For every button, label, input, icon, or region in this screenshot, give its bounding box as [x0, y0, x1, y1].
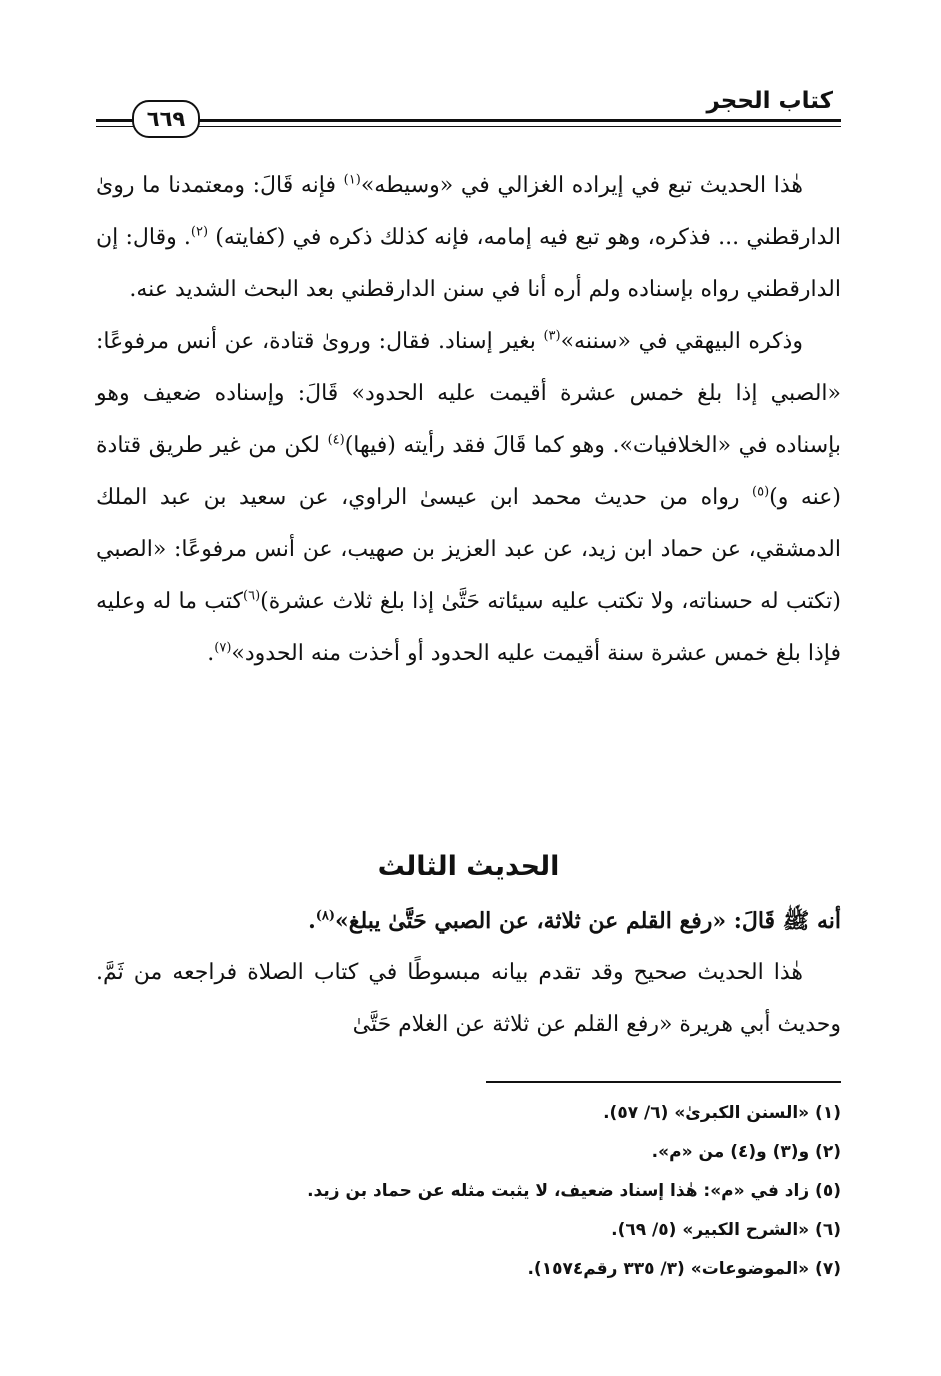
header-rule-thick — [96, 119, 841, 122]
paragraph-2-text-f: . — [207, 641, 215, 666]
hadith-text: أنه ﷺ قَالَ: «رفع القلم عن ثلاثة، عن الصبي حَتَّىٰ يبلغ» — [335, 908, 841, 934]
footnote-ref-4: (٤) — [327, 432, 345, 448]
footnote-ref-6: (٦) — [243, 588, 261, 604]
paragraph-2 — [96, 316, 841, 680]
footnote-4: (٦) «الشرح الكبير» (٥/ ٦٩). — [611, 1220, 841, 1240]
footnote-separator — [486, 1081, 841, 1083]
hadith-line — [96, 895, 841, 947]
footnote-ref-1: (١) — [343, 172, 361, 188]
footnote-ref-5: (٥) — [752, 484, 770, 500]
paragraph-1-text-b: فإنه قَالَ: ومعتمدنا ما رویٰ الدارقطني ... فذكره، وهو تبع فيه إمامه، فإنه كذلك ذكره في (كفايته) — [96, 173, 841, 250]
paragraph-2-text-a: وذكره البيهقي في «سننه» — [560, 329, 803, 354]
paragraph-1-text-a: هٰذا الحديث تبع في إيراده الغزالي في «وسيطه» — [360, 173, 804, 198]
footnote-2: (٢) و(٣) و(٤) من «م». — [651, 1142, 841, 1162]
footnote-1: (١) «السنن الكبرىٰ» (٦/ ٥٧). — [603, 1103, 841, 1123]
header-rule-thin — [96, 126, 841, 127]
hadith-end: . — [308, 908, 316, 934]
running-title: كتاب الحجر — [706, 88, 833, 114]
paragraph-2-text-e: كتب ما له وعليه فإذا بلغ خمس عشرة سنة أقيمت عليه الحدود أو أخذت منه الحدود» — [96, 589, 841, 666]
closing-paragraph: هٰذا الحديث صحيح وقد تقدم بيانه مبسوطًا في كتاب الصلاة فراجعه من ثَمَّ. وحديث أبي هريرة «رفع القلم عن ثلاثة عن الغلام حَتَّىٰ — [96, 960, 841, 1037]
body-text-upper — [96, 160, 841, 680]
footnote-5: (٧) «الموضوعات» (٣/ ٣٣٥ رقم١٥٧٤). — [527, 1259, 841, 1279]
paragraph-2-text-d: رواه من حديث محمد ابن عيسىٰ الراوي، عن سعيد بن عبد الملك الدمشقي، عن حماد ابن زيد، عن عبد العزيز بن صهيب، عن أنس مرفوعًا: «الصبي (تكتب له حسناته، ولا تكتب عليه سيئاته حَتَّىٰ إذا بلغ ثلاث عشرة) — [96, 485, 842, 614]
footnote-ref-8: (٨) — [315, 908, 336, 924]
footnote-3: (٥) زاد في «م»: هٰذا إسناد ضعيف، لا يثبت مثله عن حماد بن زيد. — [307, 1181, 841, 1201]
paragraph-2-text-c: لكن من غير طريق قتادة (عنه و) — [96, 433, 841, 510]
paragraph-2-text-b: بغير إسناد. فقال: وروىٰ قتادة، عن أنس مرفوعًا: «الصبي إذا بلغ خمس عشرة أقيمت عليه الحدود» قَالَ: وإسناده ضعيف وهو بإسناده في «الخلافيات». وهو كما قَالَ فقد رأيته (فيها) — [96, 329, 841, 458]
paragraph-1-text-c: . وقال: إن الدارقطني رواه بإسناده ولم أره أنا في سنن الدارقطني بعد البحث الشديد عنه. — [96, 225, 841, 302]
body-text-lower — [96, 895, 841, 1051]
paragraph-1 — [96, 160, 841, 316]
section-heading: الحديث الثالث — [377, 851, 560, 882]
page-number-badge: ٦٦٩ — [132, 100, 200, 138]
footnote-ref-3: (٣) — [543, 328, 561, 344]
footnote-ref-2: (٢) — [190, 224, 209, 240]
footnotes — [150, 1094, 841, 1289]
footnote-ref-7: (٧) — [214, 640, 232, 656]
page-header — [96, 86, 841, 136]
